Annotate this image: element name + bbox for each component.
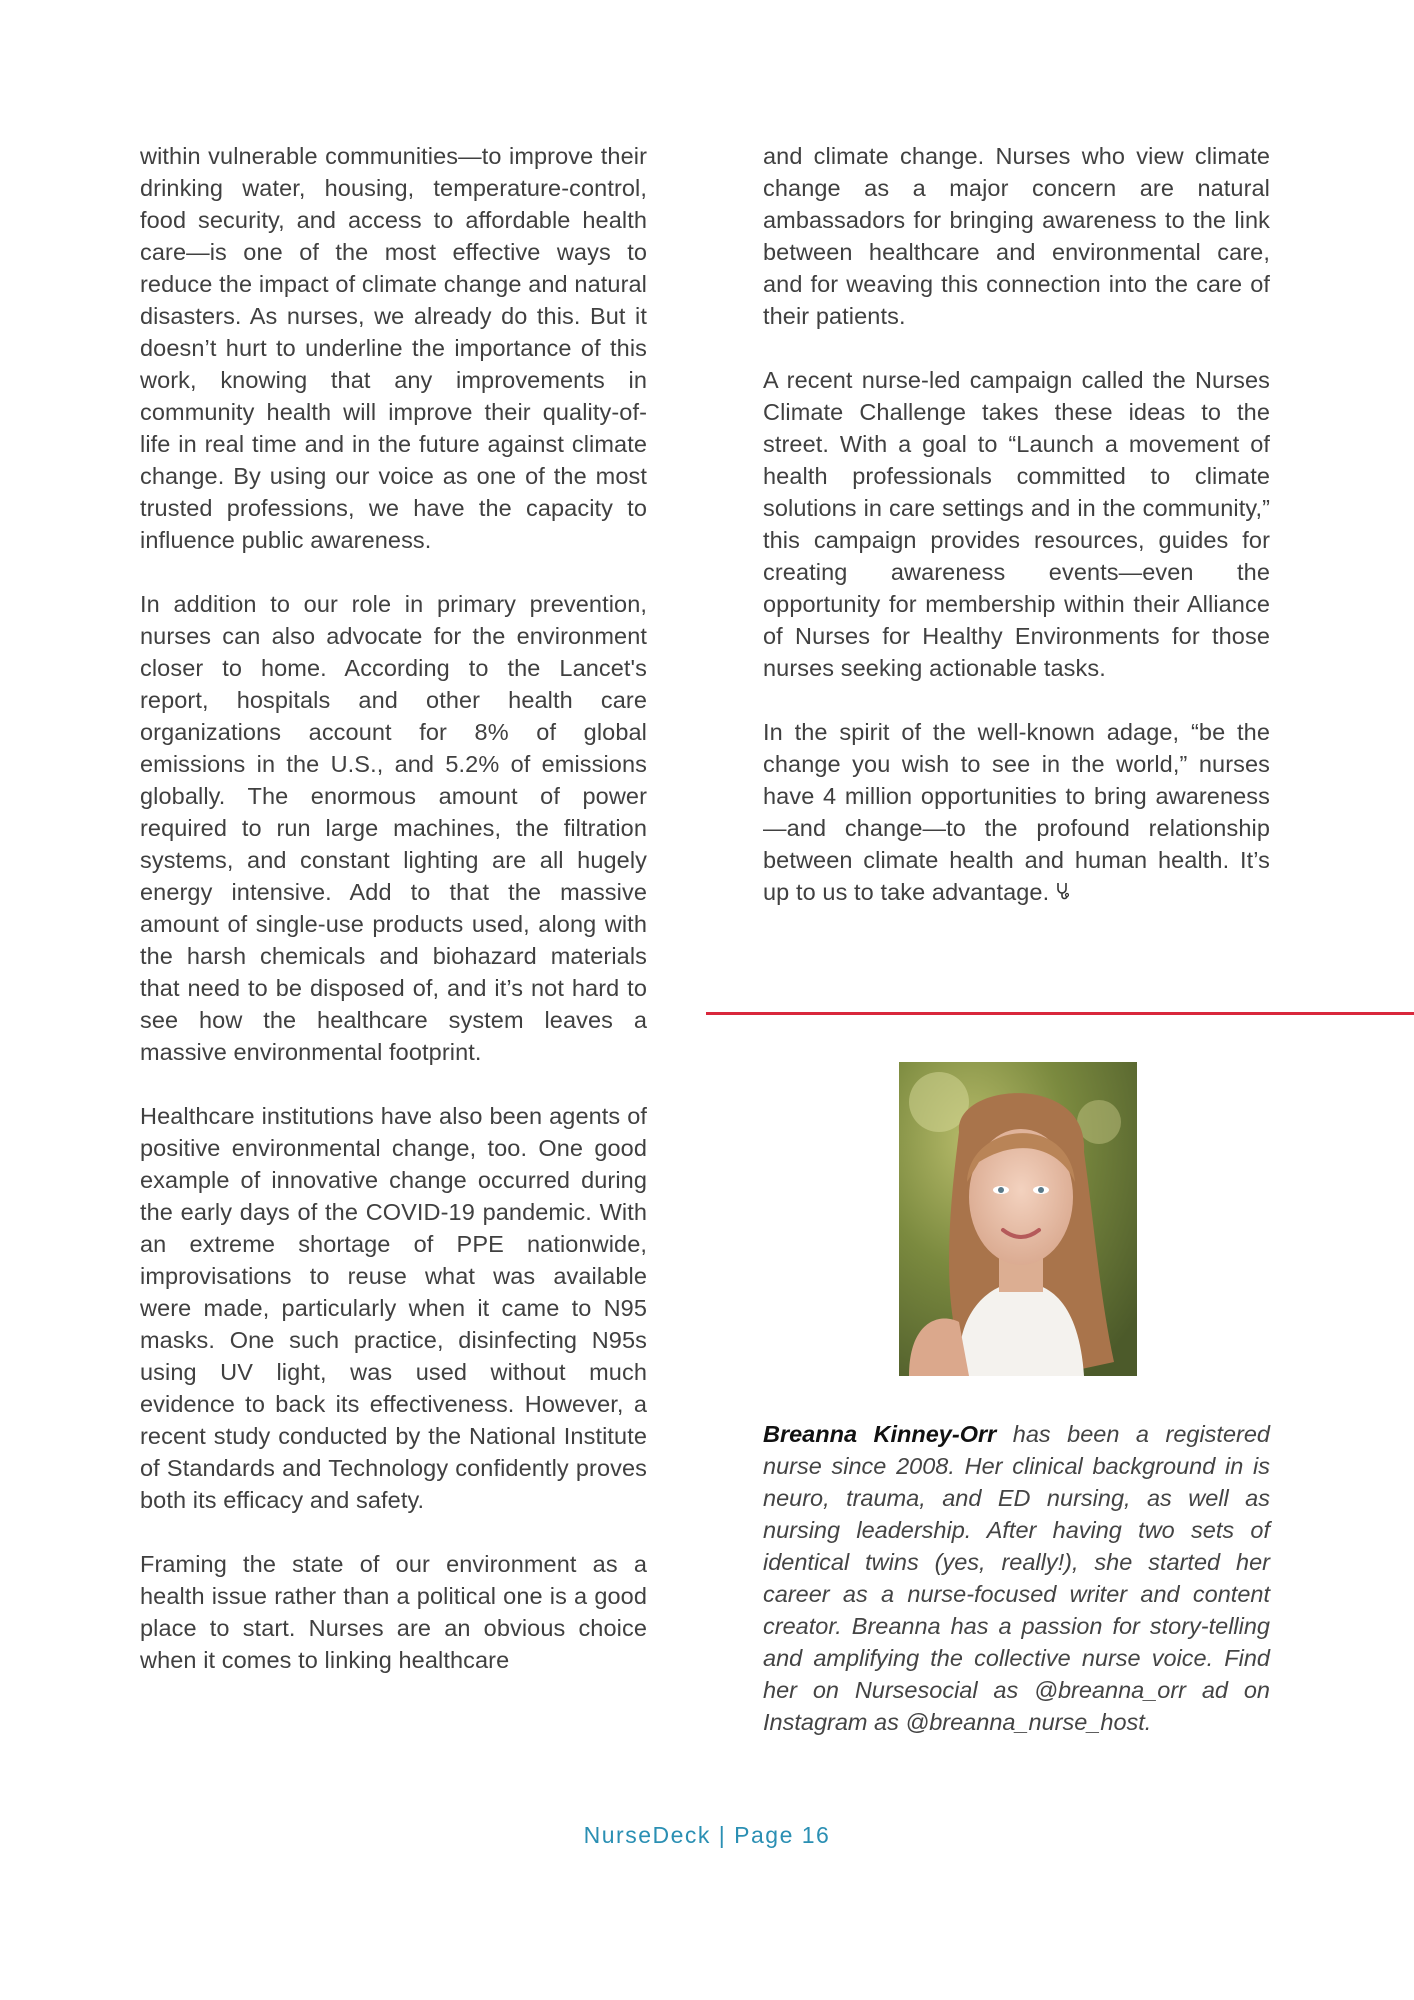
article-paragraph: within vulnerable communities—to improve their drinking water, housing, temperature-control, food security, and access to affordable health care—is one of the most effective ways to reduce the impact of climate change and natural disasters. As nurses, we already do this. But it doesn’t hurt to underline the importance of this work, knowing that any improvements in community health will improve their quality-of-life in real time and in the future against climate change. By using our voice as one of the most trusted professions, we have the capacity to influence public awareness. (140, 143, 647, 553)
page-footer: NurseDeck | Page 16 (583, 1822, 831, 1848)
author-bio-text: has been a registered nurse since 2008. Her clinical background in is neuro, trauma, and ED nursing, as well as nursing leadership. After having two sets of identical twins (yes, really!), she started her career as a nurse-focused writer and content creator. Breanna has a passion for story-telling and amplifying the collective nurse voice. Find her on Nursesocial as @breanna_orr ad on Instagram as @breanna_nurse_host. (763, 1421, 1270, 1735)
article-paragraph: Framing the state of our environment as a health issue rather than a political one is a good place to start. Nurses are an obvious choice when it comes to linking healthcare (140, 1551, 647, 1673)
article-paragraph-final (763, 716, 1270, 910)
right-column (763, 140, 1270, 910)
article-paragraph: A recent nurse-led campaign called the Nurses Climate Challenge takes these ideas to the street. With a goal to “Launch a movement of health professionals committed to climate solutions in care settings and in the community,” this campaign provides resources, guides for creating awareness events—even the opportunity for membership within their Alliance of Nurses for Healthy Environments for those nurses seeking actionable tasks. (763, 367, 1270, 681)
article-final-text: In the spirit of the well-known adage, “be the change you wish to see in the world,” nurses have 4 million opportunities to bring awareness—and change—to the profound relationship between climate health and human health. It’s up to us to take advantage. (763, 719, 1270, 905)
article-paragraph: In addition to our role in primary prevention, nurses can also advocate for the environment closer to home. According to the Lancet's report, hospitals and other health care organizations account for 8% of global emissions in the U.S., and 5.2% of emissions globally. The enormous amount of power required to run large machines, the filtration systems, and constant lighting are all hugely energy intensive. Add to that the massive amount of single-use products used, along with the harsh chemicals and biohazard materials that need to be disposed of, and it’s not hard to see how the healthcare system leaves a massive environmental footprint. (140, 591, 647, 1065)
author-bio (763, 1418, 1270, 1738)
author-name: Breanna Kinney-Orr (763, 1421, 997, 1447)
article-paragraph: and climate change. Nurses who view climate change as a major concern are natural ambassadors for bringing awareness to the link between healthcare and environmental care, and for weaving this connection into the care of their patients. (763, 143, 1270, 329)
stethoscope-icon (1055, 878, 1069, 910)
author-photo (899, 1062, 1137, 1376)
left-column (140, 140, 647, 1708)
article-paragraph: Healthcare institutions have also been agents of positive environmental change, too. One good example of innovative change occurred during the early days of the COVID-19 pandemic. With an extreme shortage of PPE nationwide, improvisations to reuse what was available were made, particularly when it came to N95 masks. One such practice, disinfecting N95s using UV light, was used without much evidence to back its effectiveness. However, a recent study conducted by the National Institute of Standards and Technology confidently proves both its efficacy and safety. (140, 1103, 647, 1513)
section-divider (706, 1012, 1414, 1015)
